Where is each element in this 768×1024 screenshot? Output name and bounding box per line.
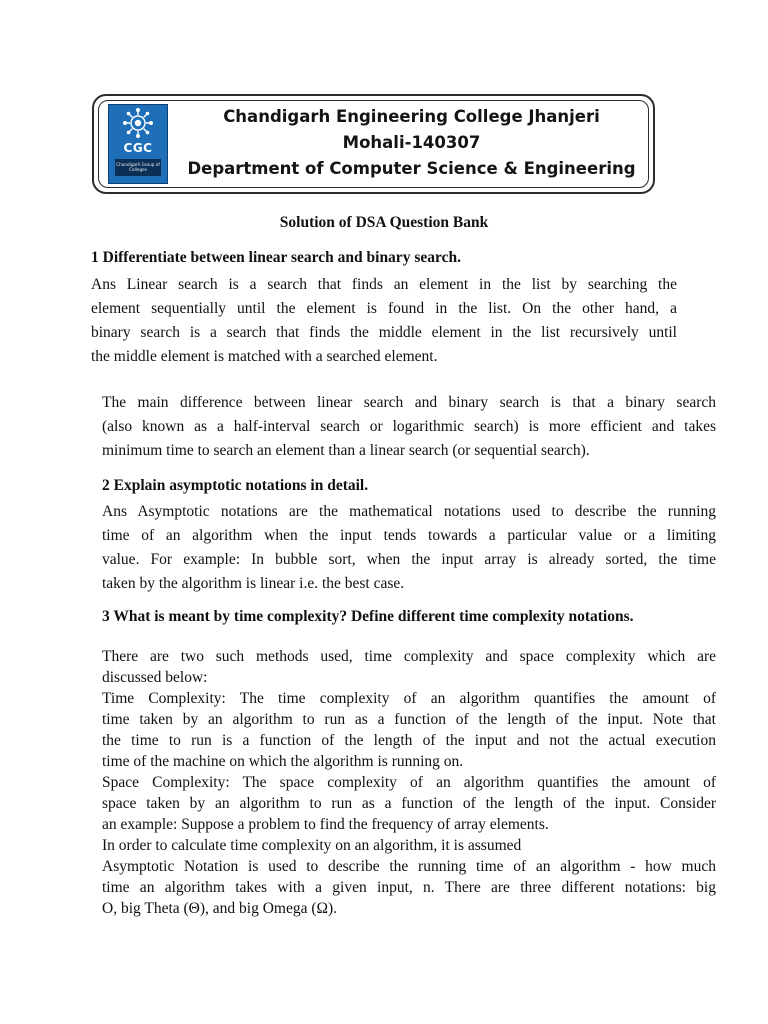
answer-line: time an algorithm takes with a given input, n. There are three different notations: big	[102, 879, 716, 896]
answer-line: There are two such methods used, time complexity and space complexity which are	[102, 648, 716, 665]
answer-line: minimum time to search an element than a linear search (or sequential search).	[102, 442, 590, 459]
document-title: Solution of DSA Question Bank	[279, 214, 489, 231]
question-1-heading: 1 Differentiate between linear search and binary search.	[91, 249, 461, 266]
answer-line: Ans Asymptotic notations are the mathematical notations used to describe the running	[102, 503, 716, 520]
answer-line: The main difference between linear search and binary search is that a binary search	[102, 394, 716, 411]
answer-line: Space Complexity: The space complexity of an algorithm quantifies the amount of	[102, 774, 716, 791]
college-header-banner	[92, 94, 655, 194]
answer-line: In order to calculate time complexity on an algorithm, it is assumed	[102, 837, 522, 854]
college-address: Mohali-140307	[342, 133, 481, 152]
college-name: Chandigarh Engineering College Jhanjeri	[223, 107, 600, 126]
logo-subtitle: Chandigarh Group of Colleges	[115, 159, 161, 176]
answer-line: Ans Linear search is a search that finds an element in the list by searching the	[91, 276, 677, 293]
answer-line: value. For example: In bubble sort, when the input array is already sorted, the time	[102, 551, 716, 568]
answer-line: the time to run is a function of the length of the input and not the actual execution	[102, 732, 716, 749]
answer-line: binary search is a search that finds the middle element in the list recursively until	[91, 324, 677, 341]
question-1-difference-paragraph	[102, 391, 716, 463]
answer-line: an example: Suppose a problem to find the frequency of array elements.	[102, 816, 549, 833]
logo-abbreviation: CGC	[123, 141, 153, 155]
cgc-logo	[108, 104, 168, 184]
answer-line: O, big Theta (Θ), and big Omega (Ω).	[102, 900, 338, 917]
banner-text	[176, 104, 647, 182]
answer-line: space taken by an algorithm to run as a function of the length of the input. Consider	[102, 795, 716, 812]
answer-line: Asymptotic Notation is used to describe the running time of an algorithm - how much	[102, 858, 716, 875]
question-1-answer	[91, 273, 677, 369]
question-2-heading: 2 Explain asymptotic notations in detail.	[102, 477, 369, 494]
answer-line: (also known as a half-interval search or logarithmic search) is more efficient and takes	[102, 418, 716, 435]
answer-line: taken by the algorithm is linear i.e. the best case.	[102, 575, 405, 592]
answer-line: element sequentially until the element is found in the list. On the other hand, a	[91, 300, 677, 317]
answer-line: discussed below:	[102, 669, 208, 686]
question-3-answer	[102, 646, 716, 919]
answer-line: time of the machine on which the algorithm is running on.	[102, 753, 464, 770]
question-2-answer	[102, 500, 716, 596]
question-3-heading: 3 What is meant by time complexity? Define different time complexity notations.	[102, 608, 634, 625]
answer-line: time of an algorithm when the input tends towards a particular value or a limiting	[102, 527, 716, 544]
answer-line: time taken by an algorithm to run as a function of the length of the input. Note that	[102, 711, 716, 728]
logo-emblem-icon	[109, 105, 167, 141]
answer-line: the middle element is matched with a searched element.	[91, 348, 438, 365]
answer-line: Time Complexity: The time complexity of an algorithm quantifies the amount of	[102, 690, 716, 707]
department-name: Department of Computer Science & Engineering	[187, 159, 636, 178]
